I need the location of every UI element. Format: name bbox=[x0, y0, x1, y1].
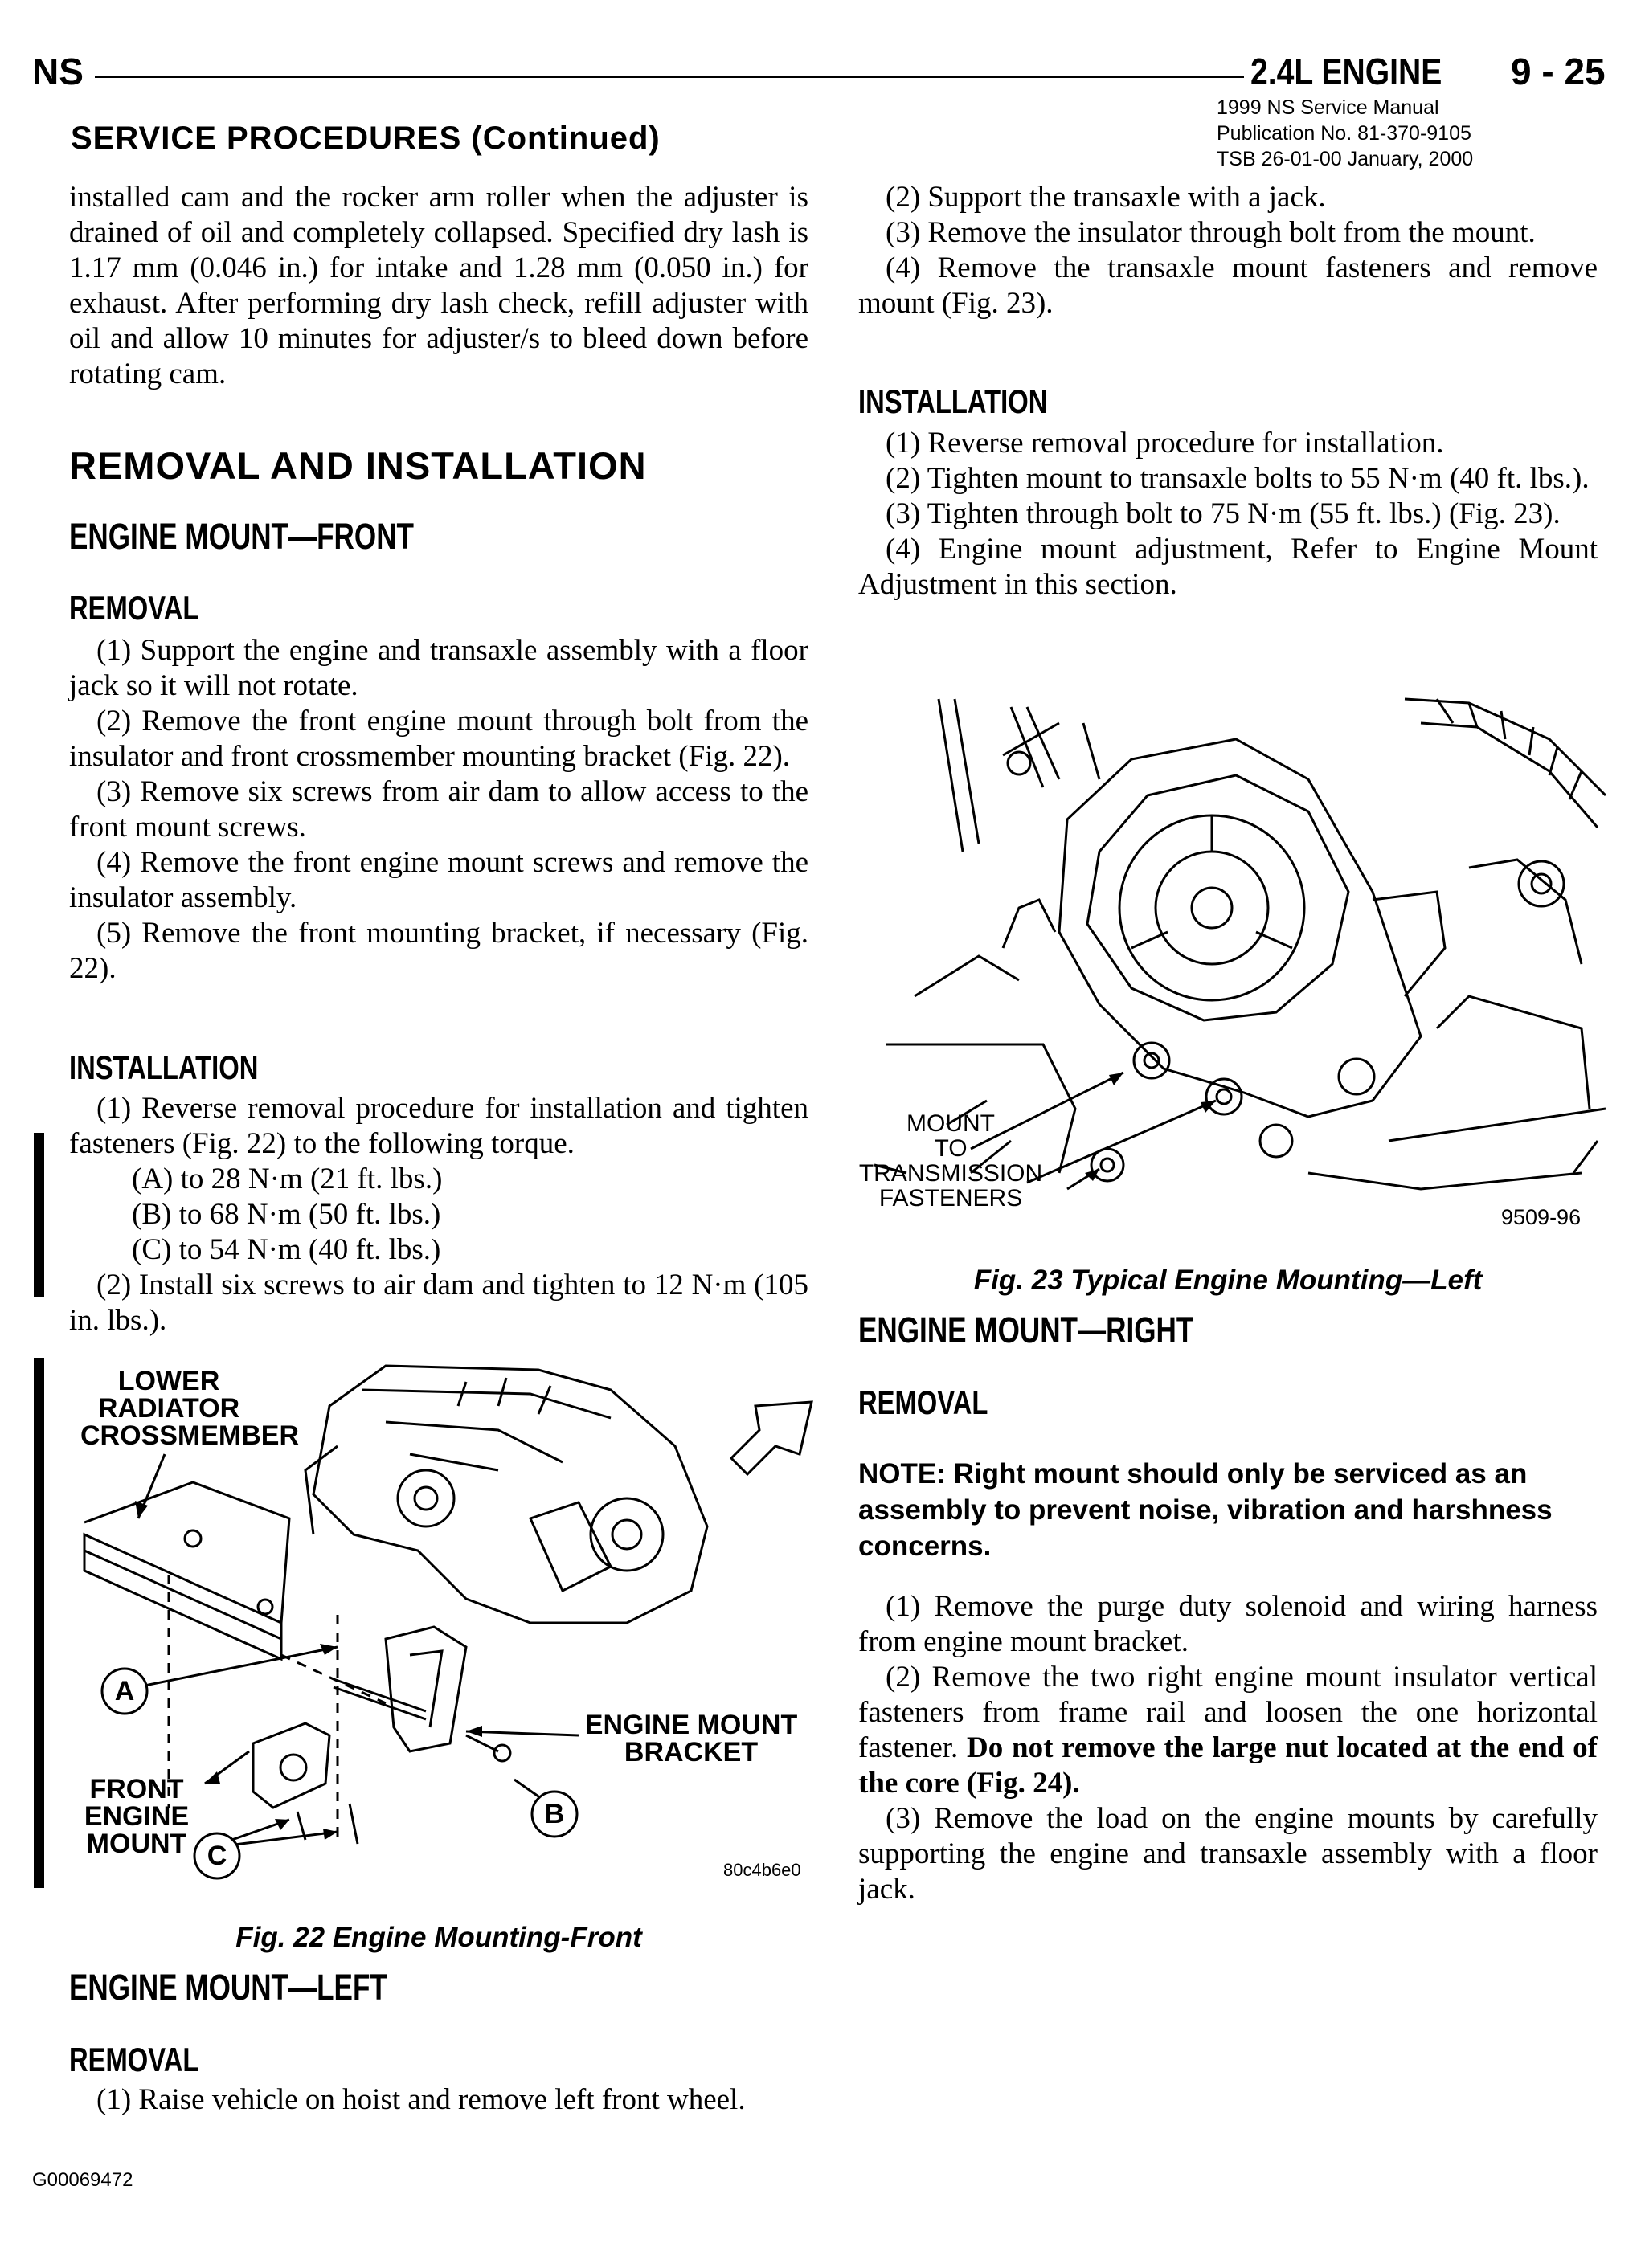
front-removal-step-1: (1) Support the engine and transaxle assembly with a floor jack so it will not rotate. bbox=[69, 634, 808, 702]
pub-line-1: 1999 NS Service Manual bbox=[1217, 96, 1439, 119]
figure-22 bbox=[48, 1358, 820, 1896]
left-removal-title: REMOVAL bbox=[69, 2041, 199, 2078]
publication-info bbox=[1217, 95, 1473, 172]
label-mount-to-transmission bbox=[858, 1111, 1043, 1211]
right-removal-step-2-warning: Do not remove the large nut located at the end of the core (Fig. 24). bbox=[858, 1731, 1598, 1800]
right-mount-note: NOTE: Right mount should only be serviced as an assembly to prevent noise, vibration and harshness concerns. bbox=[858, 1458, 1553, 1562]
label-lower-radiator bbox=[80, 1366, 300, 1451]
right-removal-step-2 bbox=[858, 1660, 1598, 1801]
right-removal-step-3: (3) Remove the load on the engine mounts by carefully supporting the engine and transaxle assembly with a floor jack. bbox=[858, 1802, 1598, 1906]
torque-c: (C) to 54 N·m (40 ft. lbs.) bbox=[132, 1233, 441, 1266]
header-section-title: 2.4L ENGINE bbox=[1250, 51, 1442, 92]
pub-line-3: TSB 26-01-00 January, 2000 bbox=[1217, 148, 1474, 170]
torque-a: (A) to 28 N·m (21 ft. lbs.) bbox=[132, 1163, 443, 1195]
label-radiator: RADIATOR bbox=[97, 1393, 240, 1424]
front-removal-step-4: (4) Remove the front engine mount screws and remove the insulator assembly. bbox=[69, 846, 808, 914]
label-front-engine-mount bbox=[72, 1776, 201, 1857]
front-removal-step-3: (3) Remove six screws from air dam to allow access to the front mount screws. bbox=[69, 775, 808, 844]
label-transmission: TRANSMISSION bbox=[858, 1160, 1043, 1187]
intro-text: installed cam and the rocker arm roller when the adjuster is drained of oil and completely collapsed. Specified dry lash is 1.17 mm (0.046 in.) for intake and 1.28 mm (0.050 in.) for exhaust. After performing dry lash check, refill adjuster with oil and allow 10 minutes for adjuster/s to bleed down before rotating cam. bbox=[69, 181, 808, 390]
figure-23 bbox=[858, 691, 1610, 1237]
left-install-step-4: (4) Engine mount adjustment, Refer to Engine Mount Adjustment in this section. bbox=[858, 533, 1598, 601]
right-removal-step-2-text: (2) Remove the two right engine mount insulator vertical fasteners from frame rail and loosen the one horizontal fastener. bbox=[858, 1661, 1598, 1764]
front-mount-title: ENGINE MOUNT—FRONT bbox=[69, 516, 414, 557]
header-manual-code: NS bbox=[32, 51, 84, 92]
right-removal-title: REMOVAL bbox=[858, 1383, 988, 1421]
right-removal-step-1: (1) Remove the purge duty solenoid and wiring harness from engine mount bracket. bbox=[858, 1590, 1598, 1658]
label-crossmember: CROSSMEMBER bbox=[80, 1420, 300, 1451]
header-page-number: 9 - 25 bbox=[1511, 51, 1606, 92]
label-bracket: BRACKET bbox=[624, 1737, 759, 1767]
figure-23-caption: Fig. 23 Typical Engine Mounting—Left bbox=[973, 1265, 1483, 1296]
label-engine: ENGINE bbox=[84, 1801, 190, 1832]
callout-b: B bbox=[544, 1799, 565, 1829]
change-bar-1 bbox=[34, 1133, 44, 1297]
left-install-steps bbox=[858, 426, 1598, 603]
label-engine-mount-bracket bbox=[571, 1711, 812, 1766]
section-continued-title: SERVICE PROCEDURES (Continued) bbox=[71, 121, 661, 156]
left-install-step-3: (3) Tighten through bolt to 75 N·m (55 ft. lbs.) (Fig. 23). bbox=[886, 497, 1561, 530]
label-mount: MOUNT bbox=[906, 1110, 995, 1137]
front-install-step-1: (1) Reverse removal procedure for installation and tighten fasteners (Fig. 22) to the following torque. bbox=[69, 1092, 808, 1160]
left-removal-step-4: (4) Remove the transaxle mount fasteners and remove mount (Fig. 23). bbox=[858, 251, 1598, 320]
left-mount-title: ENGINE MOUNT—LEFT bbox=[69, 1967, 387, 2008]
left-install-step-2: (2) Tighten mount to transaxle bolts to 55 N·m (40 ft. lbs.). bbox=[886, 462, 1590, 495]
front-removal-step-2: (2) Remove the front engine mount through bolt from the insulator and front crossmember mounting bracket (Fig. 22). bbox=[69, 705, 808, 773]
left-removal-step-3: (3) Remove the insulator through bolt from the mount. bbox=[886, 216, 1536, 249]
right-mount-title: ENGINE MOUNT—RIGHT bbox=[858, 1310, 1194, 1351]
front-removal-title: REMOVAL bbox=[69, 589, 199, 627]
front-removal-steps bbox=[69, 633, 808, 987]
left-install-step-1: (1) Reverse removal procedure for installation. bbox=[886, 427, 1444, 460]
left-removal-step-2: (2) Support the transaxle with a jack. bbox=[886, 181, 1326, 214]
label-engine-mount: ENGINE MOUNT bbox=[584, 1710, 798, 1740]
front-install-title: INSTALLATION bbox=[69, 1048, 259, 1086]
figure-23-code: 9509-96 bbox=[1501, 1205, 1582, 1229]
label-lower: LOWER bbox=[117, 1366, 220, 1396]
left-removal-step-1: (1) Raise vehicle on hoist and remove left front wheel. bbox=[96, 2083, 746, 2116]
left-install-title: INSTALLATION bbox=[858, 382, 1048, 420]
front-install-steps bbox=[69, 1091, 808, 1338]
torque-b: (B) to 68 N·m (50 ft. lbs.) bbox=[132, 1198, 441, 1231]
left-removal-steps bbox=[69, 2082, 808, 2118]
callout-a: A bbox=[114, 1676, 135, 1706]
removal-installation-title: REMOVAL AND INSTALLATION bbox=[69, 444, 647, 487]
label-to: TO bbox=[934, 1135, 968, 1162]
front-removal-step-5: (5) Remove the front mounting bracket, if necessary (Fig. 22). bbox=[69, 917, 808, 985]
front-install-step-2: (2) Install six screws to air dam and tighten to 12 N·m (105 in. lbs.). bbox=[69, 1269, 808, 1337]
pub-line-2: Publication No. 81-370-9105 bbox=[1217, 122, 1471, 145]
header-rule bbox=[95, 76, 1244, 78]
figure-22-code: 80c4b6e0 bbox=[723, 1860, 801, 1880]
label-front: FRONT bbox=[89, 1774, 184, 1804]
label-fasteners: FASTENERS bbox=[878, 1185, 1023, 1212]
footer-code: G00069472 bbox=[32, 2169, 133, 2191]
figure-22-caption: Fig. 22 Engine Mounting-Front bbox=[235, 1922, 642, 1953]
left-removal-continued bbox=[858, 180, 1598, 321]
change-bar-2 bbox=[34, 1358, 44, 1888]
label-mount: MOUNT bbox=[86, 1829, 187, 1859]
right-removal-steps bbox=[858, 1589, 1598, 1907]
callout-c: C bbox=[207, 1841, 227, 1871]
intro-paragraph bbox=[69, 180, 808, 392]
